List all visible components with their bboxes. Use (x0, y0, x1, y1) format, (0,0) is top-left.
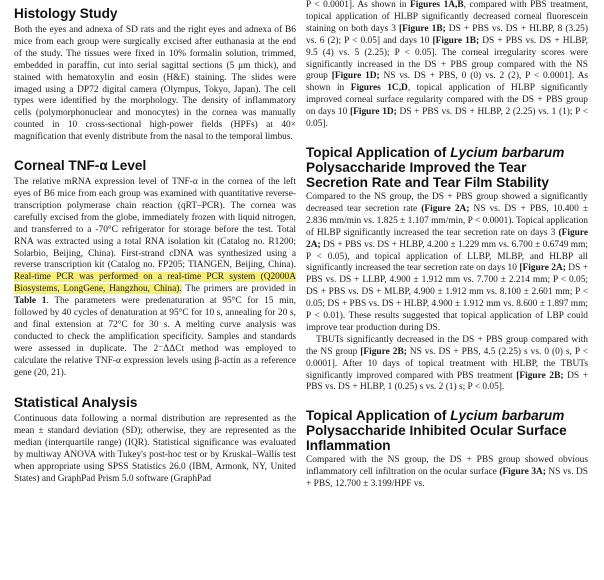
inflammation-paragraph (306, 455, 588, 491)
table-1-link[interactable]: Table 1 (14, 296, 47, 307)
figure-2b-link-2[interactable]: [Figure 2B; (516, 370, 564, 381)
left-column (14, 0, 296, 486)
intro-text-4: DS + PBS vs. DS + HLBP, 9.5 (4) vs. 5 (2.25); P < 0.05]. The corneal irregularity scores were significantly increased in the DS + PBS group compared with the NS group (306, 35, 589, 82)
tear-text-3: DS + PBS vs. DS + HLBP, 4.200 ± 1.229 mm vs. 6.700 ± 0.6749 mm; P < 0.05), and topical application of LLBP, MLBP, and HLBP all significantly increased the tear secretion rate on days 10 (306, 239, 588, 274)
figure-2a-link[interactable]: (Figure 2A; (421, 203, 470, 214)
results-intro-paragraph (306, 0, 588, 131)
intro-text-3: DS + PBS vs. DS + HLBP, 8 (3.25) vs. 6 (2); P < 0.05] and days 10 (306, 23, 588, 46)
tnf-text-after2: . The parameters were predenaturation at 95°C for 15 min, followed by 40 cycles of denaturation at 95°C for 10 s, annealing for 20 s, and final extension at 72°C for 30 s. A melting curve analysis was conducted to check the amplification specificity. Samples and standards were assessed in duplicate. The 2⁻ΔΔCt method was employed to calculate the relative TNF-α expression levels using β-actin as a reference gene (20, 21). (14, 296, 297, 378)
figure-1d-link[interactable]: [Figure 1D; (331, 71, 380, 82)
figure-1cd-link[interactable]: Figures 1C,D (350, 83, 408, 94)
inflam-heading-part-b: Polysaccharide Inhibited Ocular Surface Inflammation (306, 423, 567, 454)
tbut-text-3: DS + PBS vs. DS + HLBP, 1 (0.25) s vs. 2 (1) s; P < 0.05]. (306, 370, 588, 393)
tnf-text-after: The primers are provided in (185, 284, 296, 295)
tnf-heading: Corneal TNF-α Level (14, 158, 147, 174)
inflam-heading-part-a: Topical Application of (306, 408, 447, 424)
inflam-heading-species: Lycium barbarum (450, 408, 565, 424)
intro-text-7: DS + PBS vs. DS + HLBP, 2 (2.25) vs. 1 (1); P < 0.05]. (306, 107, 589, 130)
figure-1ab-link[interactable]: Figures 1A,B (410, 0, 464, 10)
figure-2a-link-3[interactable]: [Figure 2A; (519, 263, 566, 274)
tear-paragraph-2 (306, 335, 588, 395)
intro-text-5: NS vs. DS + PBS, 0 (0) vs. 2 (2), P < 0.0001]. As shown in (306, 71, 588, 94)
intro-text-6: , topical application of HLBP significantly improved corneal surface regularity compared with the DS + PBS group on days 10 (306, 83, 588, 118)
tear-text-2: NS vs. DS + PBS, 10.400 ± 2.836 mm/min vs. 1.825 ± 1.107 mm/min, P < 0.0001). Topical application of HLBP significantly increased the tear secretion rate on days 3 (306, 203, 588, 238)
inflammation-heading (306, 408, 588, 453)
histology-heading: Histology Study (14, 6, 118, 21)
figure-2a-link-2[interactable]: (Figure 2A; (306, 227, 588, 250)
right-column (306, 0, 588, 491)
intro-text-2: , compared with PBS treatment, topical application of HLBP significantly decreased corneal fluorescein staining on both days 3 (306, 0, 589, 34)
highlighted-text: Real-time PCR was performed on a real-time PCR system (Q2000A Biosystems, LongGene, Hangzhou, China). (14, 272, 296, 295)
inflam-text-2: NS vs. DS + PBS, 12.700 ± 3.199/HPF vs. (306, 467, 588, 490)
tbut-text-1: TBUTs significantly decreased in the DS + PBS group compared with the NS group (306, 334, 588, 357)
tear-text-4: DS + PBS vs. DS + LLBP, 4.900 ± 1.912 mm vs. 7.700 ± 2.214 mm; P < 0.05; DS + PBS vs. DS + MLBP, 4.900 ± 1.912 mm vs. 8.100 ± 2.601 mm; P < 0.05; DS + PBS vs. DS + HLBP, 4.900 ± 1.912 mm vs. 8.600 ± 1.897 mm; P < 0.01). These results suggested that topical application of LBP could improve tear production during DS. (306, 263, 588, 333)
tear-heading (306, 145, 588, 190)
inflam-text-1: Compared with the NS group, the DS + PBS group showed obvious inflammatory cell infiltration on the ocular surface (306, 455, 588, 478)
tear-paragraph-1 (306, 192, 588, 335)
tnf-paragraph (14, 177, 296, 379)
tbut-text-2: NS vs. DS + PBS, 4.5 (2.25) s vs. 0 (0) s, P < 0.0001]. After 10 days of topical treatment with HLBP, the TBUTs significantly improved compared with PBS treatment (306, 346, 589, 381)
figure-1d-link-2[interactable]: [Figure 1D; (350, 107, 397, 118)
stats-heading: Statistical Analysis (14, 395, 138, 411)
tnf-text-before: The relative mRNA expression level of TNF-α in the cornea of the left eyes of B6 mice from each group was examined with quantitative reverse-transcription polymerase chain reaction (qRT–PCR). The cornea was carefully excised from the globe, immediately frozen with liquid nitrogen, and transferred to a -70°C refrigerator for storage before the test. Total RNA was extracted using a total RNA isolation kit (Catalog no. R1200; Solarbio, Beijing, China). First-strand cDNA was synthesized using a reverse transcription kit (Catalog no. FP205; TIANGEN, Beijing, China). (14, 177, 296, 271)
figure-3a-link[interactable]: (Figure 3A; (499, 467, 546, 478)
histology-paragraph: Both the eyes and adnexa of SD rats and the right eyes and adnexa of B6 mice from each group were surgically excised after euthanasia at the end of the study. The tissues were fixed in 10% formalin solution, trimmed, embedded in paraffin, cut into serial sagittal sections (5 μm thick), and stained with hematoxylin and eosin (H&E) staining. The slides were imaged using a DP72 digital camera (Olympus, Tokyo, Japan). The cell types were identified by the morphology. The density of inflammatory cells (polymorphonuclear and monocytes) in the cornea was manually counted in 10 cross-sectional high-power fields (HPFs) at 40× magnification that evenly distribute from the nasal to the temporal limbus. (14, 25, 296, 143)
tear-heading-part-a: Topical Application of (306, 144, 447, 160)
tear-heading-species: Lycium barbarum (450, 144, 565, 160)
intro-text-1: P < 0.0001]. As shown in (306, 0, 407, 10)
tear-heading-part-b: Polysaccharide Improved the Tear Secretion Rate and Tear Film Stability (306, 159, 549, 190)
figure-1b-link[interactable]: [Figure 1B; (399, 23, 446, 34)
tear-text-1: Compared to the NS group, the DS + PBS group showed a significantly decreased tear secretion rate (306, 191, 588, 214)
stats-paragraph: Continuous data following a normal distribution are represented as the mean ± standard deviation (SD); otherwise, they are represented as the median (interquartile range) (IQR). Statistical significance was evaluated by multiway ANOVA with Tukey's post-hoc test or by Kruskal–Wallis test when appropriate using SPSS Statistics 26.0 (IBM, Armonk, NY, United States) and GraphPad Prism 5.0 software (GraphPad (14, 414, 296, 484)
figure-1b-link-2[interactable]: [Figure 1B; (432, 35, 480, 46)
figure-2b-link[interactable]: [Figure 2B; (360, 346, 407, 357)
